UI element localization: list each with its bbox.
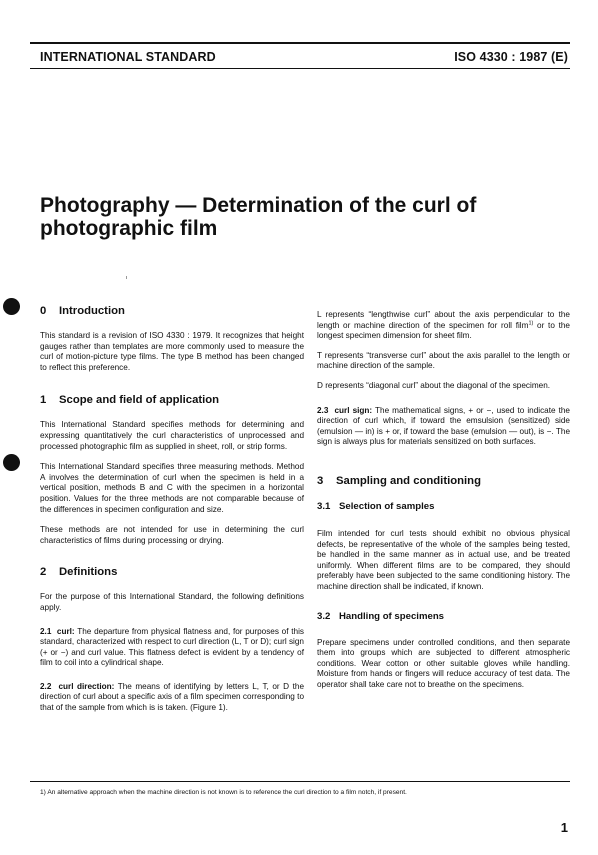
footnote: 1) An alternative approach when the machine direction is not known is to reference the curl direction to a film notch, if present. bbox=[40, 789, 407, 796]
intro-paragraph: This standard is a revision of ISO 4330 : 1979. It recognizes that height gauges rather than templates are more commonly used to measure the curl of motion-picture type films. The type B method has been changed to reflect this preference. bbox=[40, 331, 304, 372]
definition-text: The means of identifying by letters L, T, or D the direction of curl about a specific axis of a film specimen corresponding to that of the sample from which is is taken. (Figure 1). bbox=[40, 681, 304, 713]
definition-text: The departure from physical flatness and, for purposes of this standard, characterized with respect to curl direction (L, T or D); curl sign (+ or −) and curl value. This flatness defect is evident by a tendency of film to coil into a cylindrical shape. bbox=[40, 626, 304, 668]
left-column bbox=[40, 304, 304, 724]
footnote-rule bbox=[30, 781, 570, 782]
section-number: 3.1 bbox=[317, 500, 331, 512]
punch-hole-top bbox=[3, 298, 20, 315]
footnote-ref: 1) bbox=[528, 319, 534, 326]
header-bottom-rule bbox=[30, 68, 570, 69]
document-title bbox=[40, 194, 560, 240]
punch-hole-bottom bbox=[3, 454, 20, 471]
page-number: 1 bbox=[560, 820, 568, 835]
scope-paragraph-3: These methods are not intended for use in determining the curl characteristics of films during processing or drying. bbox=[40, 525, 304, 545]
section-2-heading bbox=[40, 565, 304, 579]
handling-paragraph: Prepare specimens under controlled conditions, and then separate them into groups which are subjected to different atmospheric conditions. Wear cotton or other suitable gloves while handling. Moisture from hands or fingers will reduce accuracy of test data. The operator shall take care not to breathe on the specimens. bbox=[317, 637, 570, 689]
section-number: 3.2 bbox=[317, 610, 331, 622]
section-number: 0 bbox=[40, 305, 47, 317]
section-number: 1 bbox=[40, 394, 47, 407]
section-1-heading bbox=[40, 393, 304, 407]
header-standard-label: INTERNATIONAL STANDARD bbox=[40, 50, 216, 64]
title-line-2: photographic film bbox=[40, 217, 218, 240]
scan-mark bbox=[126, 276, 127, 279]
section-3-heading bbox=[317, 474, 570, 488]
section-3-1-heading bbox=[317, 501, 570, 513]
scope-paragraph-2: This International Standard specifies three measuring methods. Method A involves the determination of curl when the specimen is held in a vertical position, methods B and C with the specimen in a horizontal position. Values for the three methods are not comparable because of the differences in specimen configuration and size. bbox=[40, 462, 304, 514]
definition-curl-sign bbox=[317, 406, 570, 448]
section-number: 3 bbox=[317, 474, 324, 487]
definition-term: curl: bbox=[56, 626, 75, 636]
right-column bbox=[317, 310, 570, 700]
section-title: Selection of samples bbox=[339, 500, 435, 512]
title-line-1: Photography — Determination of the curl of bbox=[40, 194, 477, 217]
curl-direction-D: D represents “diagonal curl” about the diagonal of the specimen. bbox=[317, 380, 551, 390]
section-3-2-heading bbox=[317, 611, 570, 623]
definition-term: curl direction: bbox=[58, 681, 115, 691]
header-standard-number: ISO 4330 : 1987 (E) bbox=[454, 50, 568, 64]
definition-number: 2.2 bbox=[40, 681, 52, 691]
definition-curl-direction bbox=[40, 682, 304, 714]
definition-number: 2.1 bbox=[40, 626, 52, 636]
selection-paragraph: Film intended for curl tests should exhibit no obvious physical defects, be representative of the whole of the samples being tested, be handled in the same manner as in actual use, and be treated uniformly. When different films are to be compared, they should preferably have been subjected to the same conditioning history. The machine direction shall be indicated, if known. bbox=[317, 528, 570, 591]
L-text-after: or to the longest specimen dimension for sheet film. bbox=[317, 320, 570, 341]
section-title: Scope and field of application bbox=[59, 394, 220, 407]
curl-direction-T: T represents “transverse curl” about the axis parallel to the length or machine direction of the sample. bbox=[317, 350, 570, 371]
section-0-heading bbox=[40, 304, 304, 318]
definition-text: The mathematical signs, + or −, used to indicate the direction of curl which, if toward the emsulsion (sensitized) side (emulsion — in) is + or, if toward the base (emulsion — out), is −. The sign is always plus for materials sensitized on both surfaces. bbox=[317, 405, 570, 447]
section-title: Sampling and conditioning bbox=[336, 474, 481, 487]
L-text-before: L represents “lengthwise curl” about the axis perpendicular to the length or machine direction of the specimen for roll film bbox=[317, 310, 570, 330]
definitions-intro: For the purpose of this International Standard, the following definitions apply. bbox=[40, 592, 304, 612]
scope-paragraph-1: This International Standard specifies methods for determining and expressing quantitatively the curl characteristics of unprocessed and processed photographic film as supplied in sheet, roll, or strip forms. bbox=[40, 420, 304, 451]
section-title: Definitions bbox=[59, 566, 118, 579]
definition-number: 2.3 bbox=[317, 405, 329, 415]
curl-direction-L bbox=[317, 310, 570, 342]
section-number: 2 bbox=[40, 566, 47, 579]
section-title: Handling of specimens bbox=[339, 610, 445, 622]
definition-curl bbox=[40, 627, 304, 669]
header-top-rule bbox=[30, 42, 570, 44]
section-title: Introduction bbox=[59, 305, 125, 317]
definition-term: curl sign: bbox=[334, 405, 373, 415]
